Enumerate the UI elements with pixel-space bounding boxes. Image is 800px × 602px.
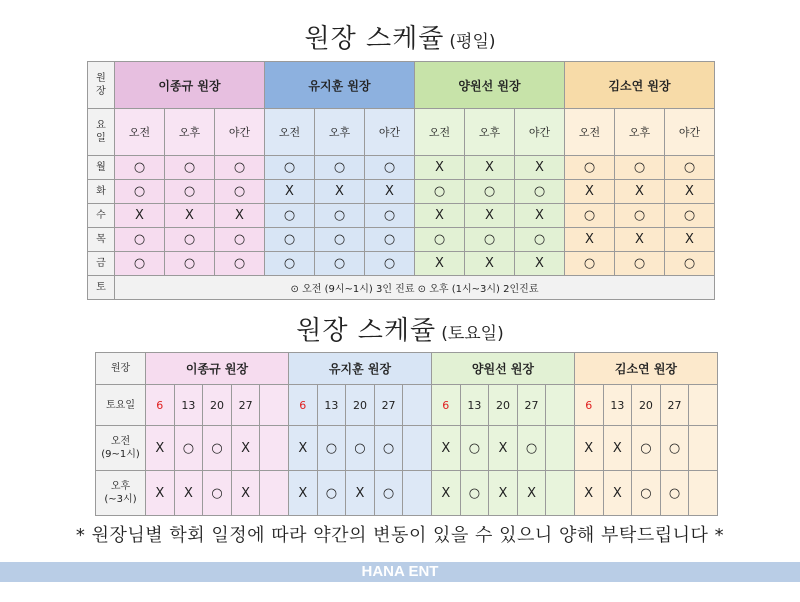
sat-availability-mark: ○ [460,426,489,471]
weekday-row [88,180,715,204]
sat-availability-mark: ○ [660,426,689,471]
sat-date: 6 [431,385,460,426]
sat-date: 6 [288,385,317,426]
weekday-row [88,228,715,252]
sat-availability-mark: ○ [460,471,489,516]
sat-availability-mark [403,471,432,516]
director-row-label [88,62,115,109]
availability-mark: X [465,156,515,180]
availability-mark: ○ [665,252,715,276]
availability-mark: ○ [315,156,365,180]
sat-availability-mark: ○ [203,426,232,471]
saturday-schedule-table [95,352,718,516]
time-slot-header: 야간 [215,109,265,156]
sat-session-name: 오전 [110,436,131,447]
availability-mark: X [515,156,565,180]
sat-date: 13 [460,385,489,426]
sat-date: 20 [632,385,661,426]
sat-availability-mark: X [574,471,603,516]
sat-director-header: 이종규 원장 [146,353,289,385]
sat-session-name: 오후 [110,481,131,492]
sat-availability-mark: ○ [317,471,346,516]
availability-mark: ○ [465,180,515,204]
director-header: 유지훈 원장 [265,62,415,109]
saturday-title-text: 원장 스케쥴 [296,316,437,346]
availability-mark: ○ [165,252,215,276]
weekday-schedule-title [0,18,800,55]
availability-mark: X [415,204,465,228]
sat-availability-mark: X [288,426,317,471]
time-slot-header: 오후 [315,109,365,156]
schedule-change-notice: * 원장님별 학회 일정에 따라 약간의 변동이 있을 수 있으니 양해 부탁드립니다 * [75,525,725,546]
sat-availability-mark: ○ [317,426,346,471]
sat-director-header: 양원선 원장 [431,353,574,385]
sat-availability-mark [546,471,575,516]
sat-session-row [96,471,718,516]
availability-mark: ○ [415,228,465,252]
sat-session-hours: (~3시) [104,494,137,505]
sat-availability-mark: X [146,426,175,471]
availability-mark: ○ [265,252,315,276]
sat-date: 20 [203,385,232,426]
sat-date: 27 [517,385,546,426]
availability-mark: ○ [315,204,365,228]
availability-mark: ○ [365,156,415,180]
sat-session-hours: (9~1시) [101,449,140,460]
sat-availability-mark: ○ [203,471,232,516]
sat-availability-mark [546,426,575,471]
sat-availability-mark: X [146,471,175,516]
sat-availability-mark: X [346,471,375,516]
sat-date [260,385,289,426]
director-header-row [88,62,715,109]
sat-availability-mark: X [431,471,460,516]
sat-date [546,385,575,426]
availability-mark: ○ [115,180,165,204]
availability-mark: X [315,180,365,204]
time-slot-header: 오전 [115,109,165,156]
dow-row-label [88,109,115,156]
sat-session-label [96,471,146,516]
availability-mark: ○ [115,156,165,180]
availability-mark: ○ [265,228,315,252]
sat-availability-mark: X [231,471,260,516]
weekday-row [88,156,715,180]
sat-availability-mark: X [574,426,603,471]
availability-mark: X [665,228,715,252]
sat-date: 6 [574,385,603,426]
availability-mark: X [415,252,465,276]
availability-mark: ○ [365,228,415,252]
footer-brand-bar: HANA ENT [0,562,800,582]
sat-availability-mark: X [517,471,546,516]
time-slot-header: 오전 [265,109,315,156]
availability-mark: X [615,228,665,252]
availability-mark: ○ [165,180,215,204]
saturday-note: ⊙ 오전 (9시~1시) 3인 진료 ⊙ 오후 (1시~3시) 2인진료 [115,276,715,300]
sat-availability-mark [260,426,289,471]
availability-mark: ○ [415,180,465,204]
availability-mark: ○ [515,180,565,204]
availability-mark: ○ [215,156,265,180]
availability-mark: ○ [615,156,665,180]
availability-mark: ○ [315,228,365,252]
availability-mark: X [465,204,515,228]
saturday-row [88,276,715,300]
availability-mark: X [165,204,215,228]
availability-mark: ○ [165,228,215,252]
director-header: 이종규 원장 [115,62,265,109]
director-header: 김소연 원장 [565,62,715,109]
sat-director-header: 유지훈 원장 [288,353,431,385]
sat-date-row [96,385,718,426]
sat-availability-mark [689,426,718,471]
weekday-schedule-table [87,61,715,300]
sat-date [689,385,718,426]
availability-mark: X [365,180,415,204]
availability-mark: X [415,156,465,180]
availability-mark: ○ [565,252,615,276]
availability-mark: ○ [465,228,515,252]
time-slot-header: 야간 [365,109,415,156]
sat-availability-mark: ○ [632,426,661,471]
availability-mark: X [465,252,515,276]
day-label: 월 [88,156,115,180]
sat-director-header-row [96,353,718,385]
time-slot-row [88,109,715,156]
sat-availability-mark: X [174,471,203,516]
saturday-schedule-title [0,310,800,347]
day-label: 목 [88,228,115,252]
sat-director-header: 김소연 원장 [574,353,717,385]
availability-mark: ○ [615,204,665,228]
availability-mark: X [665,180,715,204]
sat-availability-mark: X [489,471,518,516]
sat-date: 13 [317,385,346,426]
sat-date: 20 [489,385,518,426]
availability-mark: ○ [315,252,365,276]
time-slot-header: 오후 [165,109,215,156]
weekday-subtitle: (평일) [449,32,496,52]
time-slot-header: 오전 [415,109,465,156]
sat-availability-mark: X [603,471,632,516]
weekday-row [88,204,715,228]
availability-mark: ○ [215,180,265,204]
availability-mark: ○ [565,204,615,228]
saturday-label: 토 [88,276,115,300]
sat-date: 13 [603,385,632,426]
sat-date: 20 [346,385,375,426]
availability-mark: X [265,180,315,204]
availability-mark: ○ [265,204,315,228]
availability-mark: ○ [665,156,715,180]
sat-availability-mark: X [231,426,260,471]
sat-availability-mark: ○ [374,426,403,471]
sat-date-label: 토요일 [96,385,146,426]
availability-mark: ○ [265,156,315,180]
availability-mark: ○ [365,204,415,228]
time-slot-header: 오후 [465,109,515,156]
availability-mark: X [615,180,665,204]
sat-availability-mark: X [288,471,317,516]
saturday-subtitle: (토요일) [441,324,504,344]
sat-availability-mark [689,471,718,516]
availability-mark: ○ [565,156,615,180]
availability-mark: ○ [115,252,165,276]
availability-mark: ○ [515,228,565,252]
weekday-row [88,252,715,276]
sat-director-label: 원장 [96,353,146,385]
availability-mark: X [565,180,615,204]
availability-mark: X [215,204,265,228]
availability-mark: ○ [365,252,415,276]
availability-mark: ○ [215,252,265,276]
time-slot-header: 야간 [515,109,565,156]
sat-date: 27 [231,385,260,426]
sat-availability-mark: ○ [517,426,546,471]
availability-mark: ○ [615,252,665,276]
sat-session-label [96,426,146,471]
sat-date: 27 [660,385,689,426]
sat-availability-mark [260,471,289,516]
availability-mark: ○ [165,156,215,180]
sat-date: 13 [174,385,203,426]
sat-availability-mark: ○ [346,426,375,471]
sat-availability-mark: ○ [660,471,689,516]
sat-date: 27 [374,385,403,426]
time-slot-header: 오후 [615,109,665,156]
time-slot-header: 오전 [565,109,615,156]
director-header: 양원선 원장 [415,62,565,109]
availability-mark: X [565,228,615,252]
time-slot-header: 야간 [665,109,715,156]
sat-availability-mark: X [603,426,632,471]
availability-mark: X [115,204,165,228]
day-label: 화 [88,180,115,204]
availability-mark: ○ [215,228,265,252]
weekday-title-text: 원장 스케쥴 [304,24,445,54]
sat-availability-mark: ○ [632,471,661,516]
director-label-text: 원장 [96,73,106,97]
sat-availability-mark: ○ [174,426,203,471]
availability-mark: X [515,252,565,276]
sat-availability-mark: ○ [374,471,403,516]
sat-date [403,385,432,426]
day-label: 수 [88,204,115,228]
sat-availability-mark: X [431,426,460,471]
availability-mark: ○ [665,204,715,228]
sat-session-row [96,426,718,471]
day-label: 금 [88,252,115,276]
sat-date: 6 [146,385,175,426]
sat-availability-mark [403,426,432,471]
sat-availability-mark: X [489,426,518,471]
dow-label-text: 요일 [96,120,106,144]
availability-mark: ○ [115,228,165,252]
availability-mark: X [515,204,565,228]
